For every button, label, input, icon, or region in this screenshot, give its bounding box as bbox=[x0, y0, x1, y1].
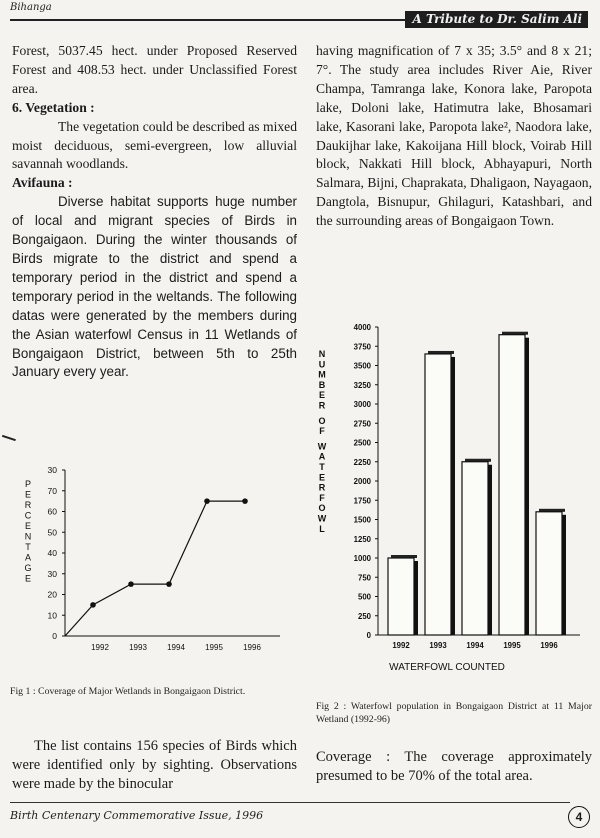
vegetation-heading: 6. Vegetation : bbox=[12, 99, 95, 115]
fig2-y-tick-label: 1500 bbox=[353, 515, 371, 525]
fig2-y-tick-label: 2750 bbox=[353, 419, 371, 429]
fig2-ylabel-letter: M bbox=[318, 369, 326, 380]
fig1-y-tick-label: 40 bbox=[47, 548, 57, 558]
fig1-y-tick-label: 70 bbox=[47, 485, 57, 496]
fig2-y-tick-label: 2250 bbox=[353, 457, 371, 467]
fig2-y-tick-label: 0 bbox=[366, 631, 371, 640]
fig2-ylabel-letter: O bbox=[318, 503, 326, 514]
fig2-x-tick-label: 1996 bbox=[540, 641, 558, 650]
fig2-y-tick-label: 250 bbox=[357, 611, 371, 621]
fig1-data-point bbox=[90, 602, 96, 608]
fig1-ylabel-letter: T bbox=[25, 542, 31, 552]
fig1-x-tick-label: 1994 bbox=[167, 643, 185, 652]
fig2-ylabel-letter: T bbox=[319, 462, 325, 472]
fig2-x-tick-label: 1994 bbox=[466, 641, 484, 650]
fig1-caption: Fig 1 : Coverage of Major Wetlands in Bongaigaon District. bbox=[10, 686, 246, 697]
fig2-y-tick-label: 2000 bbox=[353, 477, 371, 486]
fig1-line-chart bbox=[0, 455, 300, 655]
fig2-ylabel-letter: R bbox=[318, 400, 326, 411]
fig2-y-tick-label: 4000 bbox=[353, 323, 371, 332]
fig1-y-tick-label: 50 bbox=[47, 527, 57, 538]
coverage-paragraph: Coverage : The coverage approximately presumed to be 70% of the total area. bbox=[316, 749, 592, 784]
fig2-ylabel-letter: O bbox=[318, 415, 326, 426]
fig1-y-tick-label: 0 bbox=[52, 631, 57, 641]
fig2-y-tick-label: 3000 bbox=[353, 400, 371, 409]
fig1-data-point bbox=[128, 581, 134, 587]
fig1-ylabel-letter: P bbox=[24, 479, 32, 489]
fig2-ylabel-letter: E bbox=[318, 390, 326, 401]
fig2-y-tick-label: 1000 bbox=[353, 554, 371, 563]
fig1-ylabel-letter: C bbox=[24, 510, 32, 521]
fig1-y-tick-label: 10 bbox=[47, 610, 57, 621]
fig2-bar bbox=[462, 462, 488, 635]
fig1-x-tick-label: 1995 bbox=[205, 643, 223, 652]
fig1-x-tick-label: 1992 bbox=[91, 643, 109, 652]
fig1-y-tick-label: 20 bbox=[47, 589, 57, 600]
fig2-y-tick-label: 2500 bbox=[353, 438, 371, 448]
margin-mark bbox=[2, 435, 16, 441]
fig2-ylabel-letter: E bbox=[318, 472, 326, 483]
fig2-y-tick-label: 1750 bbox=[353, 496, 371, 506]
fig1-y-tick-label: 30 bbox=[47, 568, 57, 579]
forest-paragraph: Forest, 5037.45 hect. under Proposed Reserved Forest and 408.53 hect. under Unclassified Forest area. bbox=[12, 43, 297, 96]
fig2-ylabel-letter: F bbox=[319, 426, 325, 437]
fig1-data-point bbox=[166, 581, 172, 587]
fig2-y-tick-label: 750 bbox=[357, 573, 371, 583]
fig2-x-tick-label: 1992 bbox=[392, 641, 410, 650]
fig2-bar bbox=[536, 512, 562, 635]
left-column bbox=[12, 42, 297, 382]
study-area-paragraph: having magnification of 7 x 35; 3.5° and 8 x 21; 7°. The study area includes River Aie, River Champa, Tamranga lake, Konora lake, Paropota lake, Doloni lake, Hatimutra lake, Bhosamari lake, Kasorani lake, Paropota lake², Naodora lake, Daukijhar lake, Kakoijana Hill block, Voirab Hill block, Nakkati Hill block, Abhayapuri, North Salmara, Bijni, Chaprakata, Dhaligaon, Nayagaon, Dangtola, Bisnupur, Ghilaguri, Katashbari, and the surrounding areas of Bongaigaon Town. bbox=[316, 43, 592, 229]
fig2-bar bbox=[499, 335, 525, 635]
fig2-bar-shadow bbox=[451, 357, 455, 635]
avifauna-paragraph: Diverse habitat supports huge number of local and migrant species of Birds in Bongaigaon. During the winter thousands of Birds migrate to the district and spend a temporary period in the district and spend a temporary period in the weltands. The following datas were generated by the members during the Asian waterfowl Census in 11 Wetlands of Bongaigaon District, between 5th to 25th January every year. bbox=[12, 194, 297, 380]
fig2-y-axis-label bbox=[318, 349, 327, 534]
fig2-ylabel-letter: B bbox=[318, 379, 326, 390]
header-rule bbox=[10, 19, 430, 21]
fig2-ylabel-letter: W bbox=[317, 441, 327, 452]
running-header-right: A Tribute to Dr. Salim Ali bbox=[405, 11, 588, 28]
avifauna-heading: Avifauna : bbox=[12, 175, 73, 191]
fig2-ylabel-letter: F bbox=[319, 492, 325, 503]
fig1-data-point bbox=[242, 498, 248, 504]
fig2-bar bbox=[388, 558, 414, 635]
fig2-x-tick-label: 1995 bbox=[503, 641, 521, 650]
fig2-x-axis-label: WATERFOWL COUNTED bbox=[389, 662, 505, 673]
vegetation-paragraph: The vegetation could be described as mixed moist deciduous, semi-evergreen, low alluvial savannah woodlands. bbox=[12, 118, 297, 172]
fig2-ylabel-letter: N bbox=[318, 349, 326, 359]
species-list-paragraph: The list contains 156 species of Birds which were identified only by sighting. Observations were made by the binocular bbox=[12, 738, 297, 792]
fig2-x-tick-label: 1993 bbox=[429, 641, 447, 650]
fig2-y-tick-label: 500 bbox=[357, 592, 371, 602]
fig2-ylabel-letter: W bbox=[317, 513, 327, 524]
fig2-y-tick-label: 1250 bbox=[353, 534, 371, 544]
fig1-ylabel-letter: E bbox=[24, 489, 32, 500]
fig2-bar-chart bbox=[300, 315, 600, 680]
fig1-ylabel-letter: G bbox=[24, 563, 32, 573]
fig2-ylabel-letter: U bbox=[318, 359, 326, 370]
fig1-coverage-line bbox=[65, 501, 245, 636]
page-number: 4 bbox=[568, 806, 590, 828]
fig1-y-axis-label bbox=[24, 479, 31, 584]
fig1-ylabel-letter: N bbox=[24, 531, 32, 542]
footer-rule bbox=[10, 802, 570, 803]
fig1-ylabel-letter: E bbox=[24, 521, 32, 531]
fig2-bar bbox=[425, 354, 451, 635]
fig2-ylabel-letter: R bbox=[318, 482, 326, 493]
right-column bbox=[316, 42, 592, 231]
fig2-ylabel-letter: A bbox=[318, 451, 326, 462]
running-header-left: Bihanga bbox=[10, 2, 52, 13]
footer-issue-title: Birth Centenary Commemorative Issue, 1996 bbox=[10, 809, 264, 822]
fig1-y-tick-label: 30 bbox=[47, 465, 57, 475]
fig2-y-tick-label: 3500 bbox=[353, 361, 371, 371]
fig2-bar-shadow bbox=[488, 465, 492, 635]
fig1-data-point bbox=[204, 498, 210, 504]
fig2-bar-shadow bbox=[414, 561, 418, 635]
fig2-ylabel-letter: L bbox=[319, 523, 325, 534]
fig2-y-tick-label: 3250 bbox=[353, 380, 371, 390]
fig2-caption: Fig 2 : Waterfowl population in Bongaigaon District at 11 Major Wetland (1992-96) bbox=[316, 701, 592, 725]
fig1-ylabel-letter: R bbox=[24, 500, 32, 510]
fig2-y-tick-label: 3750 bbox=[353, 342, 371, 352]
fig1-y-tick-label: 60 bbox=[47, 506, 57, 517]
fig1-ylabel-letter: A bbox=[24, 552, 32, 563]
fig1-x-tick-label: 1996 bbox=[243, 643, 261, 652]
fig1-ylabel-letter: E bbox=[24, 573, 32, 584]
fig1-x-tick-label: 1993 bbox=[129, 643, 147, 652]
